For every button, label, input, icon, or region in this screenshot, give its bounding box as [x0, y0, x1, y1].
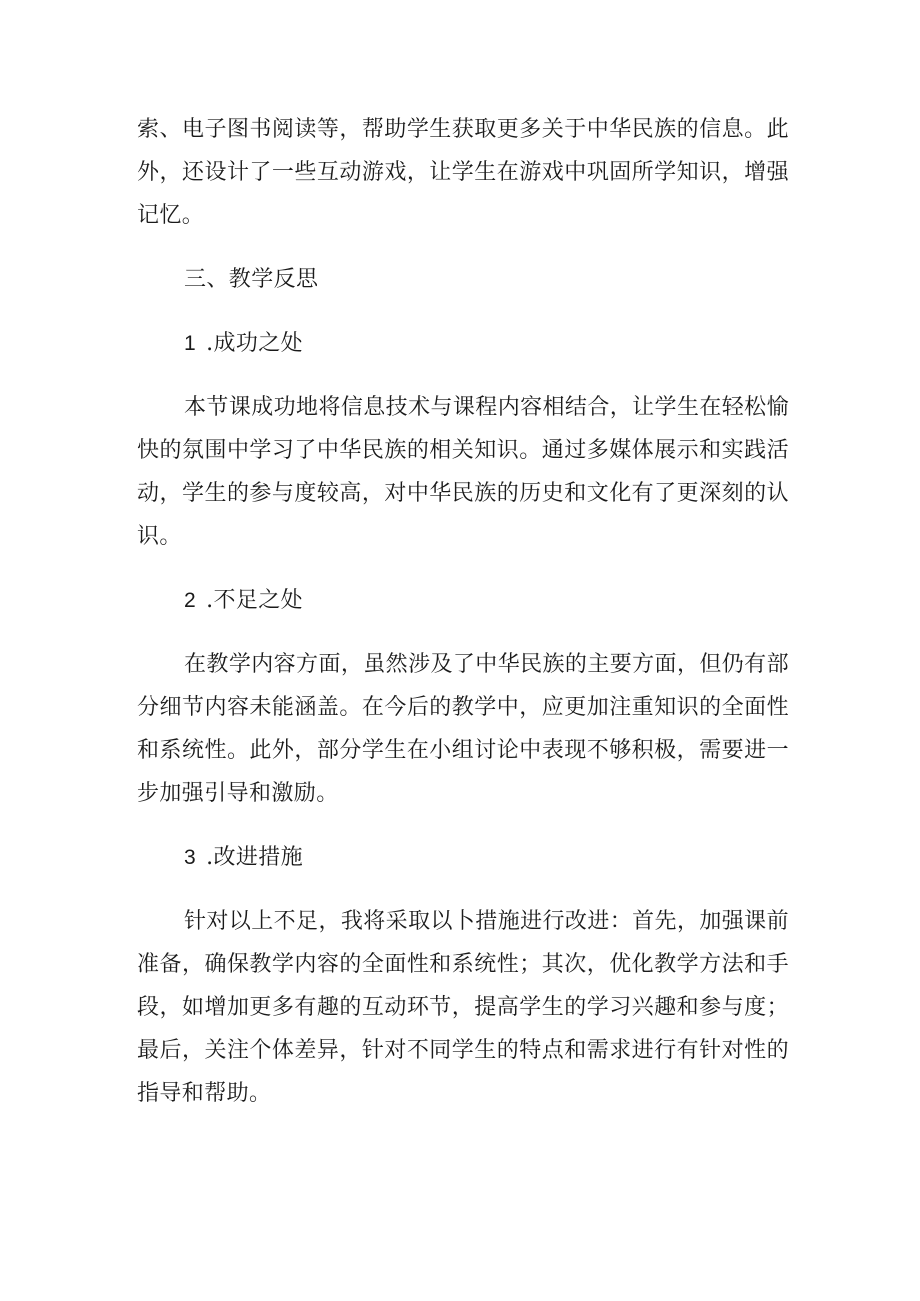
subheading-number: 2 [184, 589, 197, 612]
paragraph-improvements: 针对以上不足，我将采取以卜措施进行改进：首先，加强课前准备，确保教学内容的全面性和系统性；其次，优化教学方法和手段，如增加更多有趣的互动环节，提高学生的学习兴趣和参与度；最后，关注个体差异，针对不同学生的特点和需求进行有针对性的指导和帮助。 [137, 909, 789, 1106]
subheading-number: 1 [184, 332, 197, 355]
paragraph-successes: 本节课成功地将信息技术与课程内容相结合，让学生在轻松愉快的氛围中学习了中华民族的相关知识。通过多媒体展示和实践活动，学生的参与度较高，对中华民族的历史和文化有了更深刻的认识。 [137, 395, 789, 549]
paragraph-continued: 索、电子图书阅读等，帮助学生获取更多关于中华民族的信息。此外，还设计了一些互动游戏，让学生在游戏中巩固所学知识，增强记忆。 [137, 117, 789, 228]
subheading-text: .改进措施 [206, 845, 304, 870]
subheading-number: 3 [184, 846, 197, 869]
subheading-shortcomings [137, 579, 789, 622]
subheading-text: .不足之处 [206, 588, 304, 613]
paragraph-shortcomings: 在教学内容方面，虽然涉及了中华民族的主要方面，但仍有部分细节内容未能涵盖。在今后的教学中，应更加注重知识的全面性和系统性。此外，部分学生在小组讨论中表现不够积极，需要进一步加强引导和激励。 [137, 652, 789, 806]
document-body [137, 108, 789, 1136]
subheading-successes [137, 322, 789, 365]
section-heading-reflection: 三、教学反思 [184, 267, 319, 292]
subheading-text: .成功之处 [206, 331, 304, 356]
subheading-improvements [137, 836, 789, 879]
